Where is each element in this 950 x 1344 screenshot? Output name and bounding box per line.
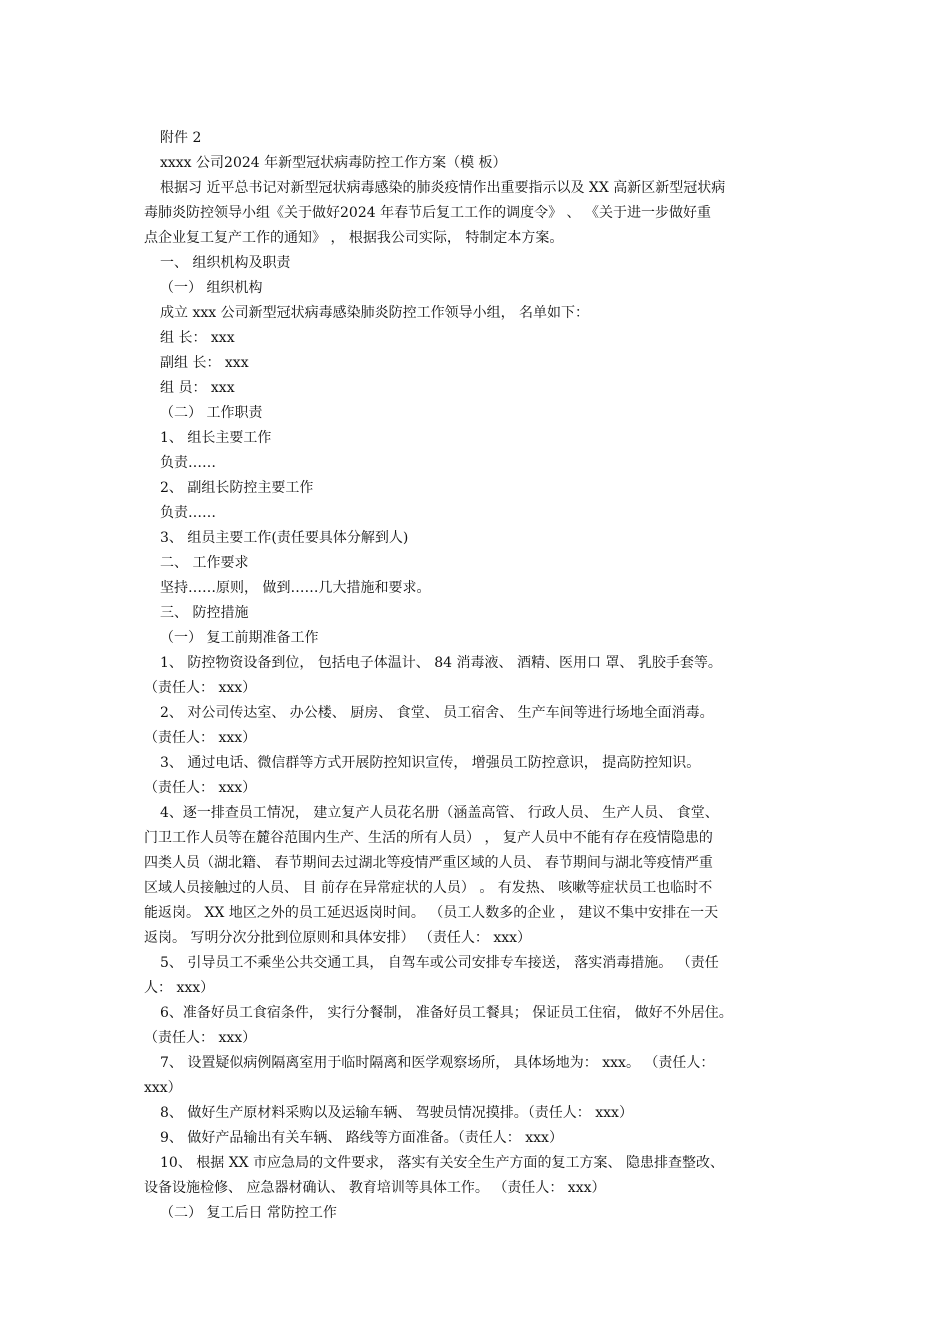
responsible-line: （责任人： xxx） — [144, 780, 257, 796]
paragraph-line: 门卫工作人员等在麓谷范围内生产、生活的所有人员） ， 复产人员中不能有存在疫情隐患的 — [144, 830, 713, 846]
list-item: 5、 引导员工不乘坐公共交通工具， 自驾车或公司安排专车接送， 落实消毒措施。 （责任 — [160, 955, 719, 971]
section-heading: 三、 防控措施 — [160, 605, 249, 621]
document-title: xxxx 公司2024 年新型冠状病毒防控工作方案（模 板） — [160, 155, 507, 171]
list-item: 4、逐一排查员工情况， 建立复产人员花名册（涵盖高管、 行政人员、 生产人员、 食堂、 — [160, 805, 719, 821]
list-item: 8、 做好生产原材料采购以及运输车辆、 驾驶员情况摸排。（责任人： xxx） — [160, 1105, 633, 1121]
responsible-line: xxx） — [144, 1080, 182, 1096]
section-heading: 二、 工作要求 — [160, 555, 249, 571]
paragraph-line: 毒肺炎防控领导小组《关于做好2024 年春节后复工工作的调度令》 、 《关于进一步做好重 — [144, 205, 711, 221]
section-heading: 一、 组织机构及职责 — [160, 255, 291, 271]
subsection-heading: （一） 组织机构 — [160, 280, 263, 296]
responsible-line: （责任人： xxx） — [144, 730, 257, 746]
list-item: 1、 防控物资设备到位， 包括电子体温计、 84 消毒液、 酒精、医用口 罩、 乳胶手套等。 — [160, 655, 722, 671]
list-item: 7、 设置疑似病例隔离室用于临时隔离和医学观察场所， 具体场地为： xxx。 （责任人： — [160, 1055, 715, 1071]
member-line: 副组 长： xxx — [160, 355, 249, 371]
list-item: 6、准备好员工食宿条件， 实行分餐制， 准备好员工餐具； 保证员工住宿， 做好不外居住。 — [160, 1005, 733, 1021]
paragraph-line: 返岗。 写明分次分批到位原则和具体安排） （责任人： xxx） — [144, 930, 532, 946]
list-item: 2、 副组长防控主要工作 — [160, 480, 314, 496]
list-item: 10、 根据 XX 市应急局的文件要求， 落实有关安全生产方面的复工方案、 隐患排查整改、 — [160, 1155, 724, 1171]
subsection-heading: （二） 复工后日 常防控工作 — [160, 1205, 337, 1221]
subsection-heading: （二） 工作职责 — [160, 405, 263, 421]
member-line: 组 员： xxx — [160, 380, 235, 396]
list-item: 1、 组长主要工作 — [160, 430, 272, 446]
member-line: 组 长： xxx — [160, 330, 235, 346]
subsection-heading: （一） 复工前期准备工作 — [160, 630, 319, 646]
paragraph-line: 根据习 近平总书记对新型冠状病毒感染的肺炎疫情作出重要指示以及 XX 高新区新型冠状病 — [160, 180, 726, 196]
paragraph-line: 四类人员（湖北籍、 春节期间去过湖北等疫情严重区域的人员、 春节期间与湖北等疫情严重 — [144, 855, 713, 871]
list-item: 9、 做好产品输出有关车辆、 路线等方面准备。（责任人： xxx） — [160, 1130, 563, 1146]
paragraph-line: 坚持……原则， 做到……几大措施和要求。 — [160, 580, 431, 596]
paragraph-line: 成立 xxx 公司新型冠状病毒感染肺炎防控工作领导小组， 名单如下： — [160, 305, 590, 321]
list-item: 2、 对公司传达室、 办公楼、 厨房、 食堂、 员工宿舍、 生产车间等进行场地全面消毒。 — [160, 705, 714, 721]
responsible-line: 人： xxx） — [144, 980, 215, 996]
responsible-line: （责任人： xxx） — [144, 1030, 257, 1046]
list-item: 3、 组员主要工作(责任要具体分解到人) — [160, 530, 409, 546]
paragraph-line: 负责…… — [160, 455, 216, 471]
paragraph-line: 负责…… — [160, 505, 216, 521]
paragraph-line: 能返岗。 XX 地区之外的员工延迟返岗时间。 （员工人数多的企业 ， 建议不集中安排在一天 — [144, 905, 719, 921]
responsible-line: （责任人： xxx） — [144, 680, 257, 696]
paragraph-line: 点企业复工复产工作的通知》 ， 根据我公司实际， 特制定本方案。 — [144, 230, 564, 246]
list-item: 3、 通过电话、微信群等方式开展防控知识宣传， 增强员工防控意识， 提高防控知识。 — [160, 755, 701, 771]
paragraph-line: 区域人员接触过的人员、 目 前存在异常症状的人员） 。 有发热、 咳嗽等症状员工也临时不 — [144, 880, 713, 896]
attachment-label: 附件 2 — [160, 130, 202, 146]
paragraph-line: 设备设施检修、 应急器材确认、 教育培训等具体工作。 （责任人： xxx） — [144, 1180, 606, 1196]
